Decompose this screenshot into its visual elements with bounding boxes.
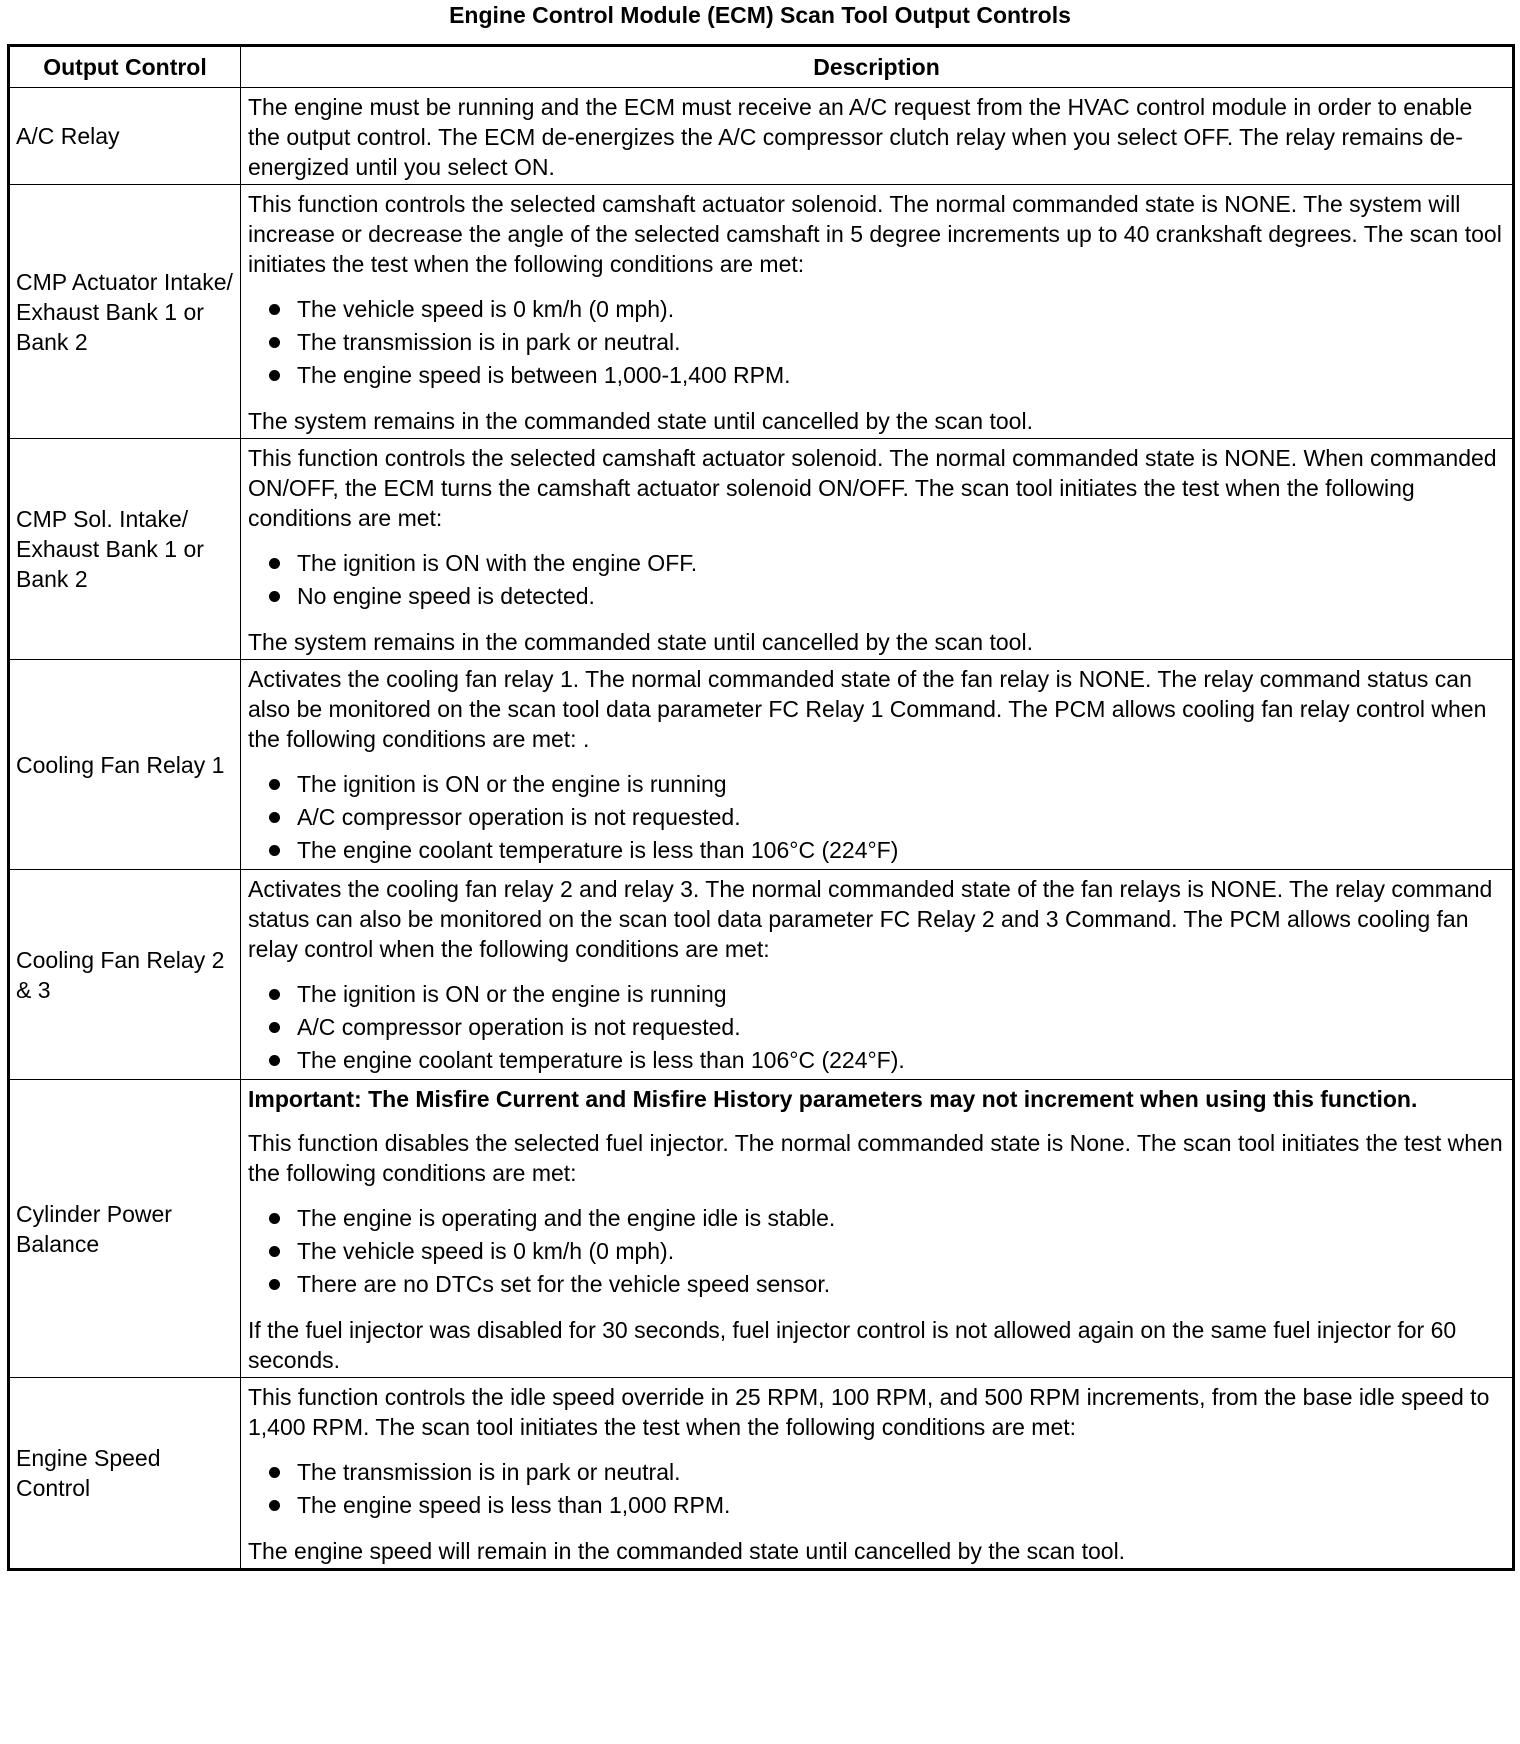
list-item-text: The transmission is in park or neutral. — [297, 1459, 681, 1485]
important-note: Important: The Misfire Current and Misfire History parameters may not increment when using this function. — [248, 1086, 1418, 1112]
bullet-icon — [269, 779, 280, 790]
bullet-icon — [269, 1022, 280, 1033]
description-paragraph: The system remains in the commanded state until cancelled by the scan tool. — [248, 408, 1033, 434]
description-paragraph: This function controls the selected camshaft actuator solenoid. The normal commanded state is NONE. The system will increase or decrease the angle of the selected camshaft in 5 degree increments up to 40 crankshaft degrees. The scan tool initiates the test when the following conditions are met: — [248, 191, 1502, 277]
list-item-text: There are no DTCs set for the vehicle speed sensor. — [297, 1271, 831, 1297]
list-item-text: The engine speed is less than 1,000 RPM. — [297, 1492, 731, 1518]
list-item-text: The engine is operating and the engine idle is stable. — [297, 1205, 836, 1231]
list-item — [248, 834, 1504, 867]
list-item-text: The transmission is in park or neutral. — [297, 329, 681, 355]
table-row — [9, 870, 1514, 1080]
description-paragraph: Activates the cooling fan relay 1. The normal commanded state of the fan relay is NONE. The relay command status can also be monitored on the scan tool data parameter FC Relay 1 Command. The PCM allows cooling fan relay control when the following conditions are met: . — [248, 666, 1487, 752]
output-controls-table — [7, 44, 1515, 1571]
table-body — [9, 88, 1514, 1570]
list-item — [248, 293, 1504, 326]
output-control-cell: CMP Actuator Intake/ Exhaust Bank 1 or Bank 2 — [9, 185, 241, 439]
description-paragraph: The system remains in the commanded state until cancelled by the scan tool. — [248, 629, 1033, 655]
condition-list — [248, 978, 1504, 1077]
table-row — [9, 439, 1514, 660]
header-description: Description — [241, 46, 1514, 88]
condition-list — [248, 547, 1504, 613]
bullet-icon — [269, 1246, 280, 1257]
description-cell — [241, 88, 1514, 185]
description-cell — [241, 1378, 1514, 1570]
description-paragraph: If the fuel injector was disabled for 30 seconds, fuel injector control is not allowed again on the same fuel injector for 60 seconds. — [248, 1317, 1457, 1373]
description-paragraph: This function controls the selected camshaft actuator solenoid. The normal commanded state is NONE. When commanded ON/OFF, the ECM turns the camshaft actuator solenoid ON/OFF. The scan tool initiates the test when the following conditions are met: — [248, 445, 1497, 531]
list-item — [248, 1235, 1504, 1268]
list-item-text: A/C compressor operation is not requested. — [297, 1014, 741, 1040]
list-item — [248, 547, 1504, 580]
bullet-icon — [269, 1467, 280, 1478]
list-item — [248, 1202, 1504, 1235]
table-row — [9, 660, 1514, 870]
description-cell — [241, 660, 1514, 870]
output-control-cell: Cooling Fan Relay 2 & 3 — [9, 870, 241, 1080]
description-paragraph: This function disables the selected fuel injector. The normal commanded state is None. The scan tool initiates the test when the following conditions are met: — [248, 1130, 1503, 1186]
description-paragraph: Activates the cooling fan relay 2 and relay 3. The normal commanded state of the fan relays is NONE. The relay command status can also be monitored on the scan tool data parameter FC Relay 2 and 3 Command. The PCM allows cooling fan relay control when the following conditions are met: — [248, 876, 1493, 962]
bullet-icon — [269, 1279, 280, 1290]
list-item-text: The vehicle speed is 0 km/h (0 mph). — [297, 1238, 675, 1264]
output-control-cell: Cooling Fan Relay 1 — [9, 660, 241, 870]
description-cell — [241, 870, 1514, 1080]
output-control-cell: Cylinder Power Balance — [9, 1080, 241, 1378]
list-item — [248, 1489, 1504, 1522]
bullet-icon — [269, 304, 280, 315]
list-item — [248, 768, 1504, 801]
condition-list — [248, 1456, 1504, 1522]
bullet-icon — [269, 337, 280, 348]
table-row — [9, 1080, 1514, 1378]
list-item — [248, 1268, 1504, 1301]
list-item-text: The engine coolant temperature is less than 106°C (224°F). — [297, 1047, 905, 1073]
header-output-control: Output Control — [9, 46, 241, 88]
list-item — [248, 580, 1504, 613]
output-control-cell: A/C Relay — [9, 88, 241, 185]
description-paragraph: The engine speed will remain in the commanded state until cancelled by the scan tool. — [248, 1538, 1126, 1564]
bullet-icon — [269, 591, 280, 602]
condition-list — [248, 1202, 1504, 1301]
list-item-text: The ignition is ON or the engine is running — [297, 771, 727, 797]
bullet-icon — [269, 989, 280, 1000]
list-item — [248, 1044, 1504, 1077]
description-cell — [241, 1080, 1514, 1378]
list-item-text: No engine speed is detected. — [297, 583, 595, 609]
table-row — [9, 185, 1514, 439]
table-row — [9, 1378, 1514, 1570]
list-item-text: The engine speed is between 1,000-1,400 RPM. — [297, 362, 791, 388]
description-paragraph: The engine must be running and the ECM must receive an A/C request from the HVAC control module in order to enable the output control. The ECM de-energizes the A/C compressor clutch relay when you select OFF. The relay remains de-energized until you select ON. — [248, 94, 1473, 180]
list-item-text: The vehicle speed is 0 km/h (0 mph). — [297, 296, 675, 322]
output-control-cell: CMP Sol. Intake/ Exhaust Bank 1 or Bank 2 — [9, 439, 241, 660]
bullet-icon — [269, 558, 280, 569]
list-item — [248, 326, 1504, 359]
description-paragraph: This function controls the idle speed override in 25 RPM, 100 RPM, and 500 RPM increments, from the base idle speed to 1,400 RPM. The scan tool initiates the test when the following conditions are met: — [248, 1384, 1490, 1440]
condition-list — [248, 293, 1504, 392]
header-row — [9, 46, 1514, 88]
bullet-icon — [269, 845, 280, 856]
list-item — [248, 801, 1504, 834]
list-item — [248, 1011, 1504, 1044]
table-title: Engine Control Module (ECM) Scan Tool Output Controls — [449, 2, 1071, 28]
description-cell — [241, 185, 1514, 439]
list-item-text: The engine coolant temperature is less than 106°C (224°F) — [297, 837, 899, 863]
bullet-icon — [269, 1500, 280, 1511]
list-item-text: A/C compressor operation is not requested. — [297, 804, 741, 830]
list-item-text: The ignition is ON or the engine is running — [297, 981, 727, 1007]
bullet-icon — [269, 1213, 280, 1224]
table-row — [9, 88, 1514, 185]
bullet-icon — [269, 370, 280, 381]
list-item — [248, 1456, 1504, 1489]
condition-list — [248, 768, 1504, 867]
bullet-icon — [269, 1055, 280, 1066]
description-cell — [241, 439, 1514, 660]
list-item — [248, 978, 1504, 1011]
output-control-cell: Engine Speed Control — [9, 1378, 241, 1570]
bullet-icon — [269, 812, 280, 823]
list-item — [248, 359, 1504, 392]
list-item-text: The ignition is ON with the engine OFF. — [297, 550, 698, 576]
